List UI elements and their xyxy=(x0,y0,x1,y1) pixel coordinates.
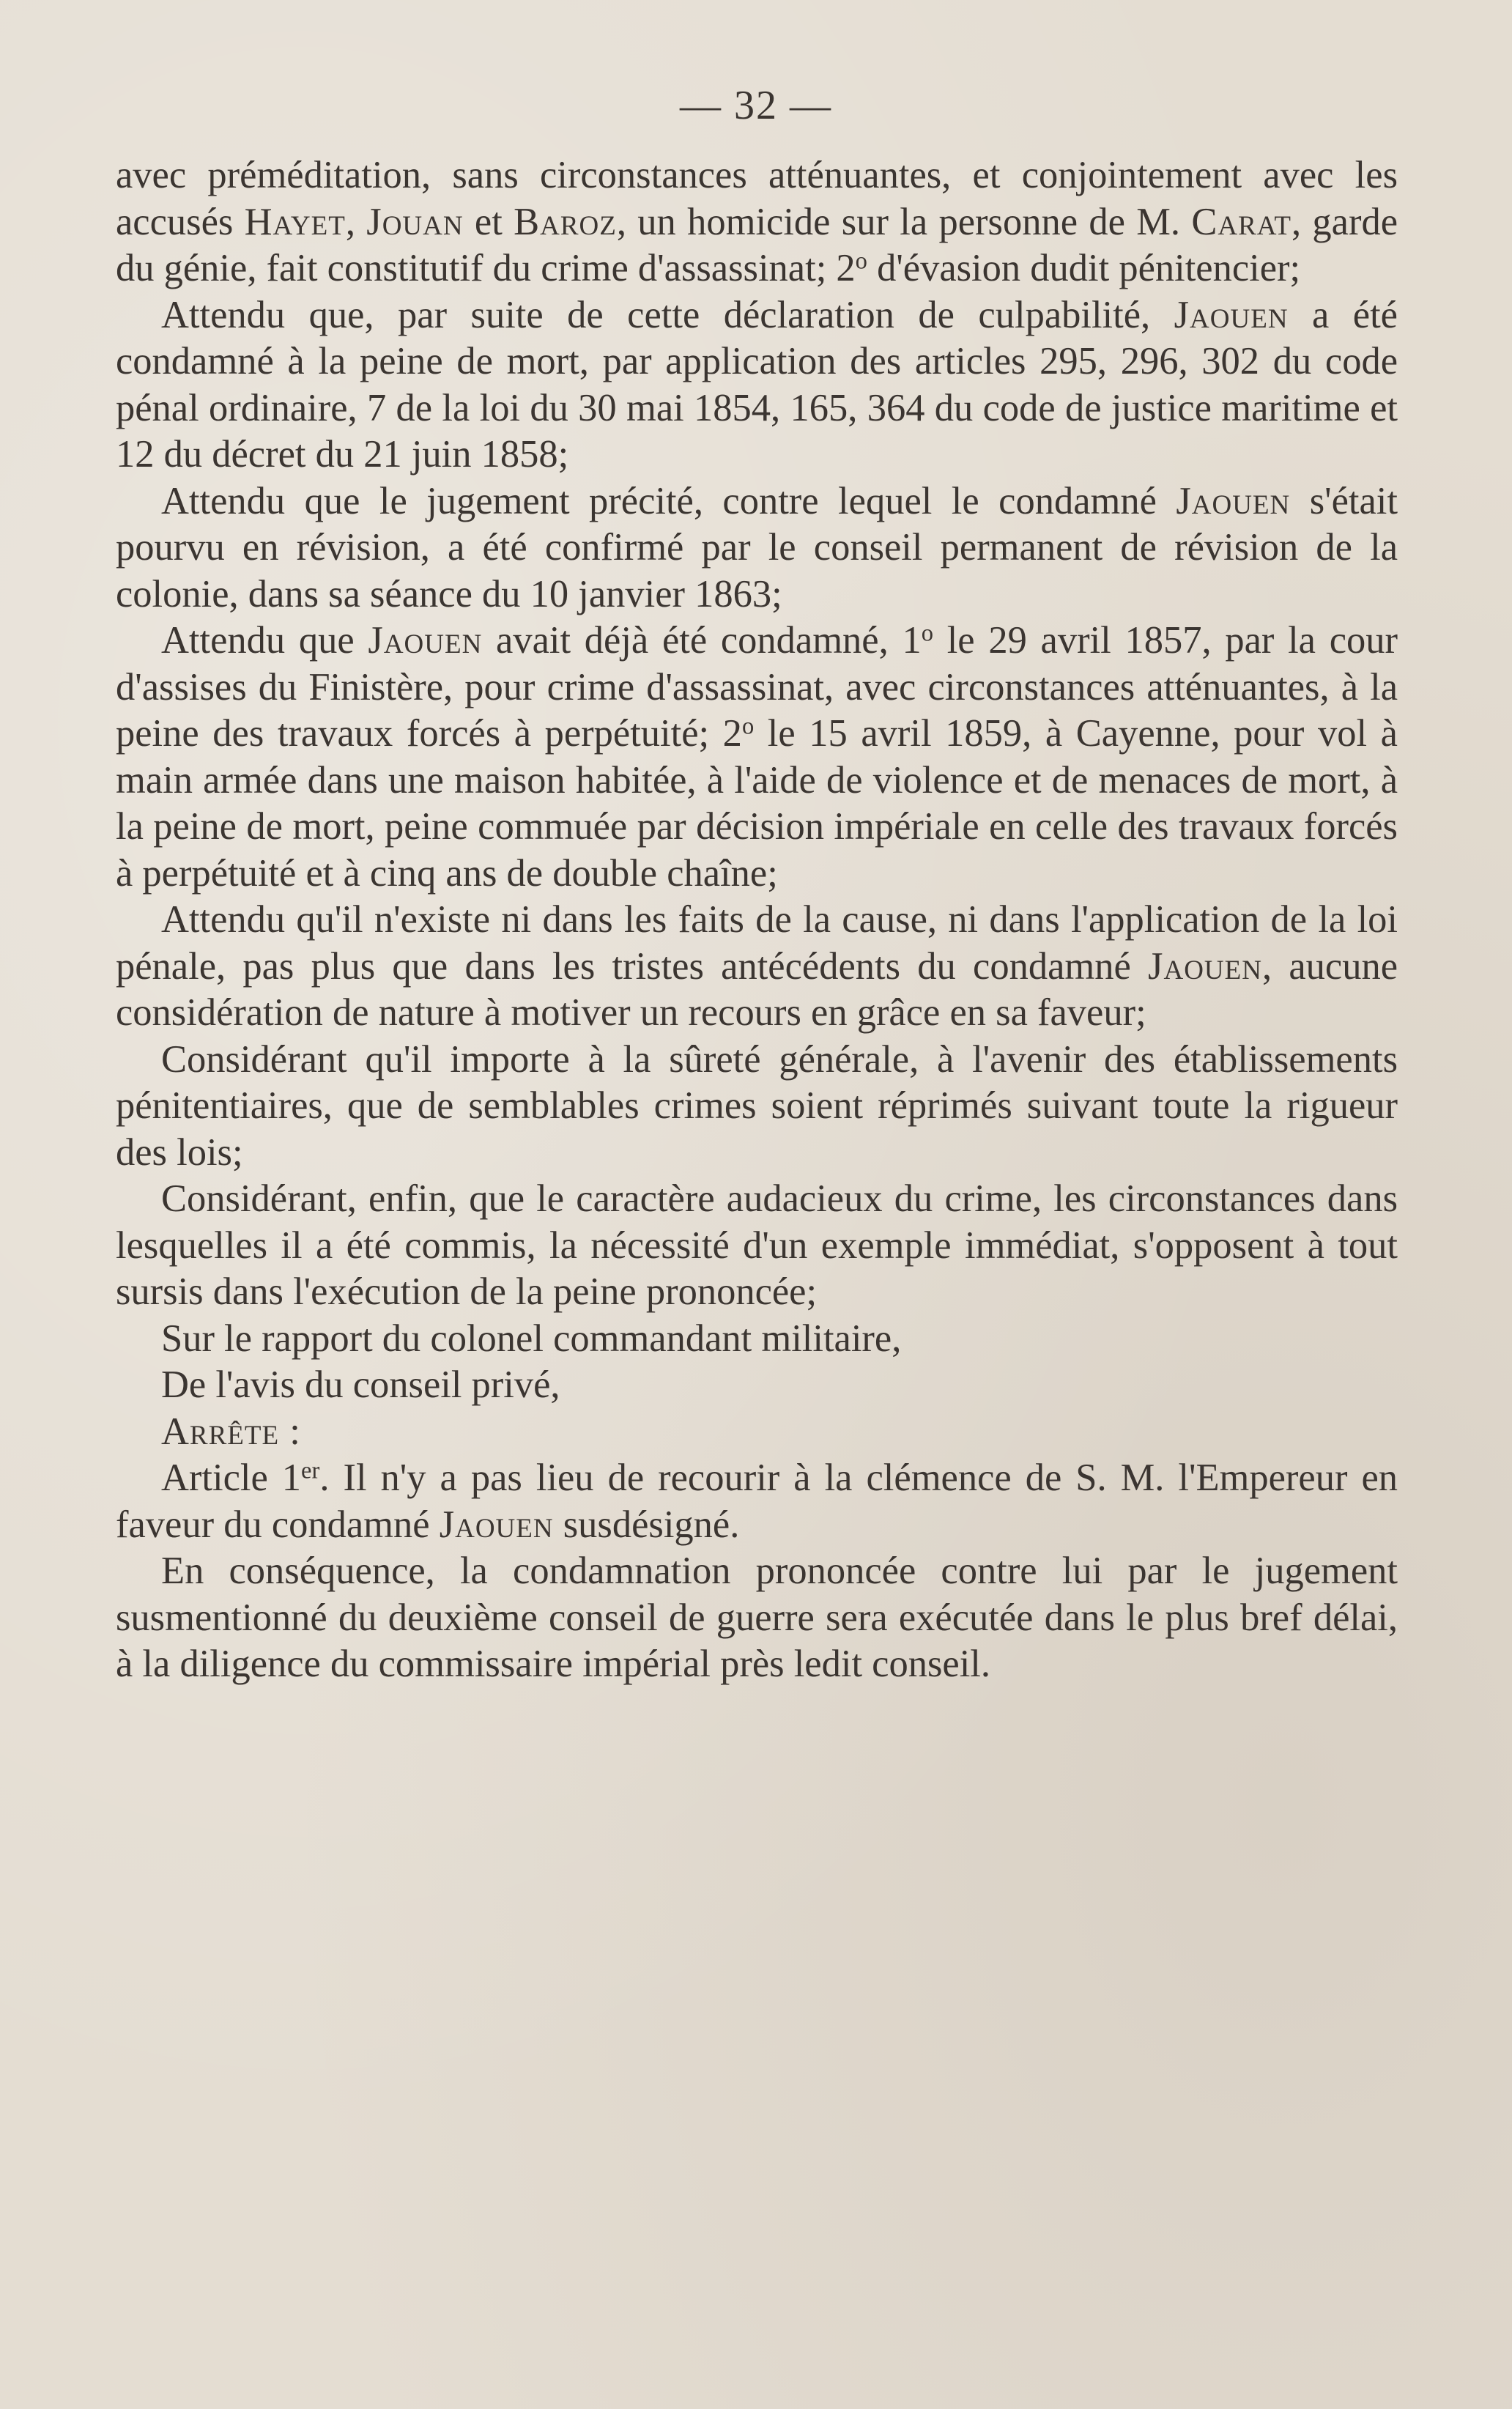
name-carat: Carat xyxy=(1191,200,1292,243)
arrete-heading: Arrête : xyxy=(161,1410,301,1453)
text-run: le 15 avril 1859, à Cayenne, pour vol à main armée dans une maison habitée, à l'aide de violence et de menaces de mort, à la peine de mort, peine commuée par décision impériale en celle des travaux forcés à perpétuité et à cinq ans de double chaîne; xyxy=(116,712,1398,895)
text-run: Attendu que xyxy=(161,619,368,662)
superscript: o xyxy=(741,713,755,740)
paragraph-8: Sur le rapport du colonel commandant militaire, xyxy=(161,1317,902,1360)
text-run: Attendu que, par suite de cette déclaration de culpabilité, xyxy=(161,293,1174,336)
text-run: et xyxy=(463,200,514,243)
name-jaouen: Jaouen xyxy=(1176,479,1291,522)
superscript: o xyxy=(921,620,933,647)
text-run: , xyxy=(345,200,367,243)
text-run: Article 1 xyxy=(161,1457,302,1499)
text-run: , aucune considération de nature à motiver un recours en grâce en sa faveur; xyxy=(116,944,1398,1034)
name-jaouen: Jaouen xyxy=(368,619,483,662)
text-run: avait déjà été condamné, 1 xyxy=(482,619,922,662)
superscript: o xyxy=(855,248,867,275)
text-run: Attendu que le jugement précité, contre lequel le condamné xyxy=(161,479,1176,522)
paragraph-6: Considérant qu'il importe à la sûreté générale, à l'avenir des établissements pénitentiaires, que de semblables crimes soient réprimés suivant toute la rigueur des lois; xyxy=(116,1037,1398,1174)
paragraph-1 xyxy=(116,152,1398,292)
text-run: d'évasion dudit pénitencier; xyxy=(867,247,1301,289)
name-jaouen: Jaouen xyxy=(439,1503,554,1546)
paragraph-5 xyxy=(116,897,1398,1037)
paragraph-9: De l'avis du conseil privé, xyxy=(161,1363,560,1406)
page-number-header: — 32 — xyxy=(680,83,832,128)
paragraph-3 xyxy=(116,478,1398,618)
paragraph-2 xyxy=(116,292,1398,478)
text-run: a été condamné à la peine de mort, par application des articles 295, 296, 302 du code pénal ordinaire, 7 de la loi du 30 mai 1854, 165, 364 du code de justice maritime et 12 du décret du 21 juin 1858; xyxy=(116,293,1398,475)
paragraph-12: En conséquence, la condamnation prononcée contre lui par le jugement susmentionné du deuxième conseil de guerre sera exécutée dans le plus bref délai, à la diligence du commissaire impérial près ledit conseil. xyxy=(116,1550,1398,1685)
text-run: Attendu qu'il n'existe ni dans les faits de la cause, ni dans l'application de la loi pénale, pas plus que dans les tristes antécédents du condamné xyxy=(116,898,1398,988)
paragraph-4 xyxy=(116,618,1398,897)
text-run: , un homicide sur la personne de M. xyxy=(616,200,1192,243)
paragraph-7: Considérant, enfin, que le caractère audacieux du crime, les circonstances dans lesquelles il a été commis, la nécessité d'un exemple immédiat, s'opposent à tout sursis dans l'exécution de la peine prononcée; xyxy=(116,1177,1398,1313)
text-run: , garde du génie, fait constitutif du crime d'assassinat; 2 xyxy=(116,200,1398,289)
name-hayet: Hayet xyxy=(244,200,346,243)
article-1 xyxy=(116,1455,1398,1548)
text-run: s'était pourvu en révision, a été confirmé par le conseil permanent de révision de la colonie, dans sa séance du 10 janvier 1863; xyxy=(116,479,1398,615)
name-baroz: Baroz xyxy=(514,200,617,243)
text-run: . Il n'y a pas lieu de recourir à la clémence de S. M. l'Empereur en faveur du condamné xyxy=(116,1457,1398,1546)
name-jaouen: Jaouen xyxy=(1148,944,1262,988)
text-run: le 29 avril 1857, par la cour d'assises du Finistère, pour crime d'assassinat, avec circonstances atténuantes, à la peine des travaux forcés à perpétuité; 2 xyxy=(116,619,1398,755)
name-jouan: Jouan xyxy=(366,200,464,243)
document-body xyxy=(116,152,1398,1688)
text-run: avec préméditation, sans circonstances atténuantes, et conjointement avec les accusés xyxy=(116,154,1398,243)
superscript: er xyxy=(301,1457,320,1484)
text-run: susdésigné. xyxy=(553,1503,740,1546)
name-jaouen: Jaouen xyxy=(1174,293,1289,336)
